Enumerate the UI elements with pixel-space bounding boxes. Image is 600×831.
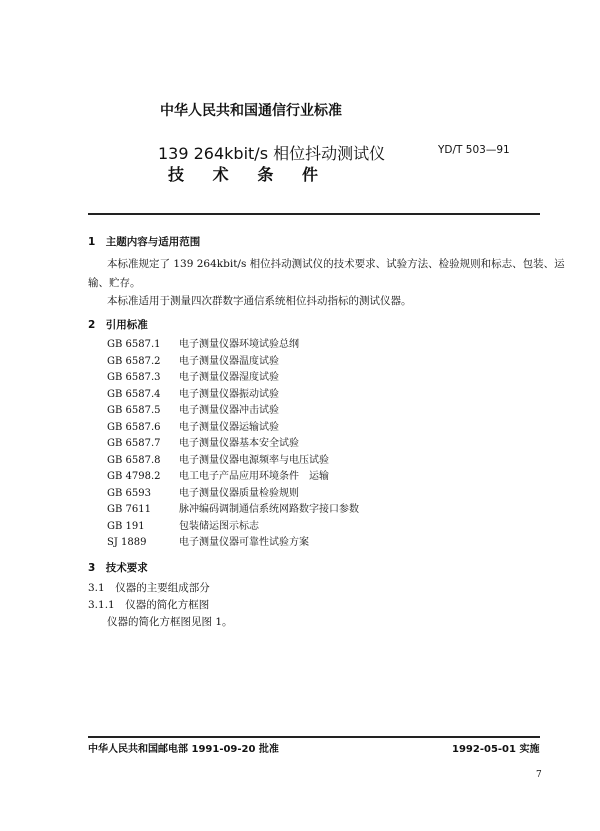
reference-title: 电子测量仪器电源频率与电压试验 (179, 454, 329, 466)
subtitle-char: 技 (168, 165, 185, 184)
doc-title: 139 264kbit/s 相位抖动测试仪 (158, 144, 386, 163)
section-3-1-1-para: 仪器的简化方框图见图 1。 (107, 616, 233, 628)
reference-code: GB 6587.3 (107, 372, 161, 383)
section-3-heading: 3 技术要求 (88, 562, 148, 574)
reference-title: 电子测量仪器运输试验 (179, 421, 279, 433)
reference-code: GB 6587.6 (107, 421, 161, 433)
reference-title: 脉冲编码调制通信系统网路数字接口参数 (179, 504, 359, 515)
reference-item (107, 418, 279, 433)
reference-title: 电子测量仪器冲击试验 (179, 405, 279, 416)
reference-item (107, 385, 279, 400)
doc-subtitle (168, 162, 318, 185)
section-1-heading: 1 主题内容与适用范围 (88, 236, 201, 248)
reference-title: 电子测量仪器湿度试验 (179, 372, 279, 383)
reference-code: GB 6587.1 (107, 339, 161, 350)
reference-code: GB 6587.2 (107, 355, 161, 367)
reference-code: SJ 1889 (107, 537, 147, 548)
reference-code: GB 191 (107, 520, 145, 532)
reference-item (107, 335, 299, 350)
reference-code: GB 6587.4 (107, 388, 161, 400)
footer-rule (88, 736, 540, 738)
reference-code: GB 6587.5 (107, 405, 161, 416)
reference-item (107, 484, 299, 499)
subtitle-char: 件 (301, 165, 318, 184)
reference-item (107, 401, 279, 416)
standard-number: YD/T 503—91 (438, 144, 510, 156)
subtitle-char: 条 (257, 165, 274, 184)
org-title: 中华人民共和国通信行业标准 (160, 103, 342, 119)
header-rule (88, 213, 540, 215)
section-3-1: 3.1 仪器的主要组成部分 (88, 582, 210, 594)
approval-text: 中华人民共和国邮电部 1991-09-20 批准 (88, 744, 279, 755)
reference-item (107, 533, 309, 548)
reference-title: 电工电子产品应用环境条件 运输 (179, 471, 329, 482)
reference-item (107, 352, 279, 367)
reference-item (107, 451, 329, 466)
reference-code: GB 6587.8 (107, 454, 161, 466)
reference-item (107, 467, 329, 482)
reference-code: GB 6593 (107, 487, 151, 499)
subtitle-char: 术 (212, 165, 229, 184)
reference-title: 电子测量仪器温度试验 (179, 355, 279, 367)
page-number: 7 (536, 770, 542, 780)
reference-title: 电子测量仪器基本安全试验 (179, 438, 299, 449)
reference-code: GB 6587.7 (107, 438, 161, 449)
reference-item (107, 517, 259, 532)
reference-code: GB 7611 (107, 504, 151, 515)
reference-title: 包装储运图示标志 (179, 520, 259, 532)
section-3-1-1: 3.1.1 仪器的简化方框图 (88, 599, 210, 611)
section-1-para1: 本标准规定了 139 264kbit/s 相位抖动测试仪的技术要求、试验方法、检验规则和标志、包装、运 (107, 258, 565, 270)
section-1-para1-cont: 输、贮存。 (88, 277, 141, 289)
section-2-heading: 2 引用标准 (88, 319, 148, 331)
reference-item (107, 500, 359, 515)
reference-code: GB 4798.2 (107, 471, 161, 482)
reference-title: 电子测量仪器环境试验总纲 (179, 339, 299, 350)
section-1-para2: 本标准适用于测量四次群数字通信系统相位抖动指标的测试仪器。 (107, 295, 412, 307)
reference-title: 电子测量仪器振动试验 (179, 388, 279, 400)
reference-title: 电子测量仪器可靠性试验方案 (179, 537, 309, 548)
reference-item (107, 434, 299, 449)
reference-item (107, 368, 279, 383)
implementation-text: 1992-05-01 实施 (452, 744, 540, 755)
reference-title: 电子测量仪器质量检验规则 (179, 487, 299, 499)
